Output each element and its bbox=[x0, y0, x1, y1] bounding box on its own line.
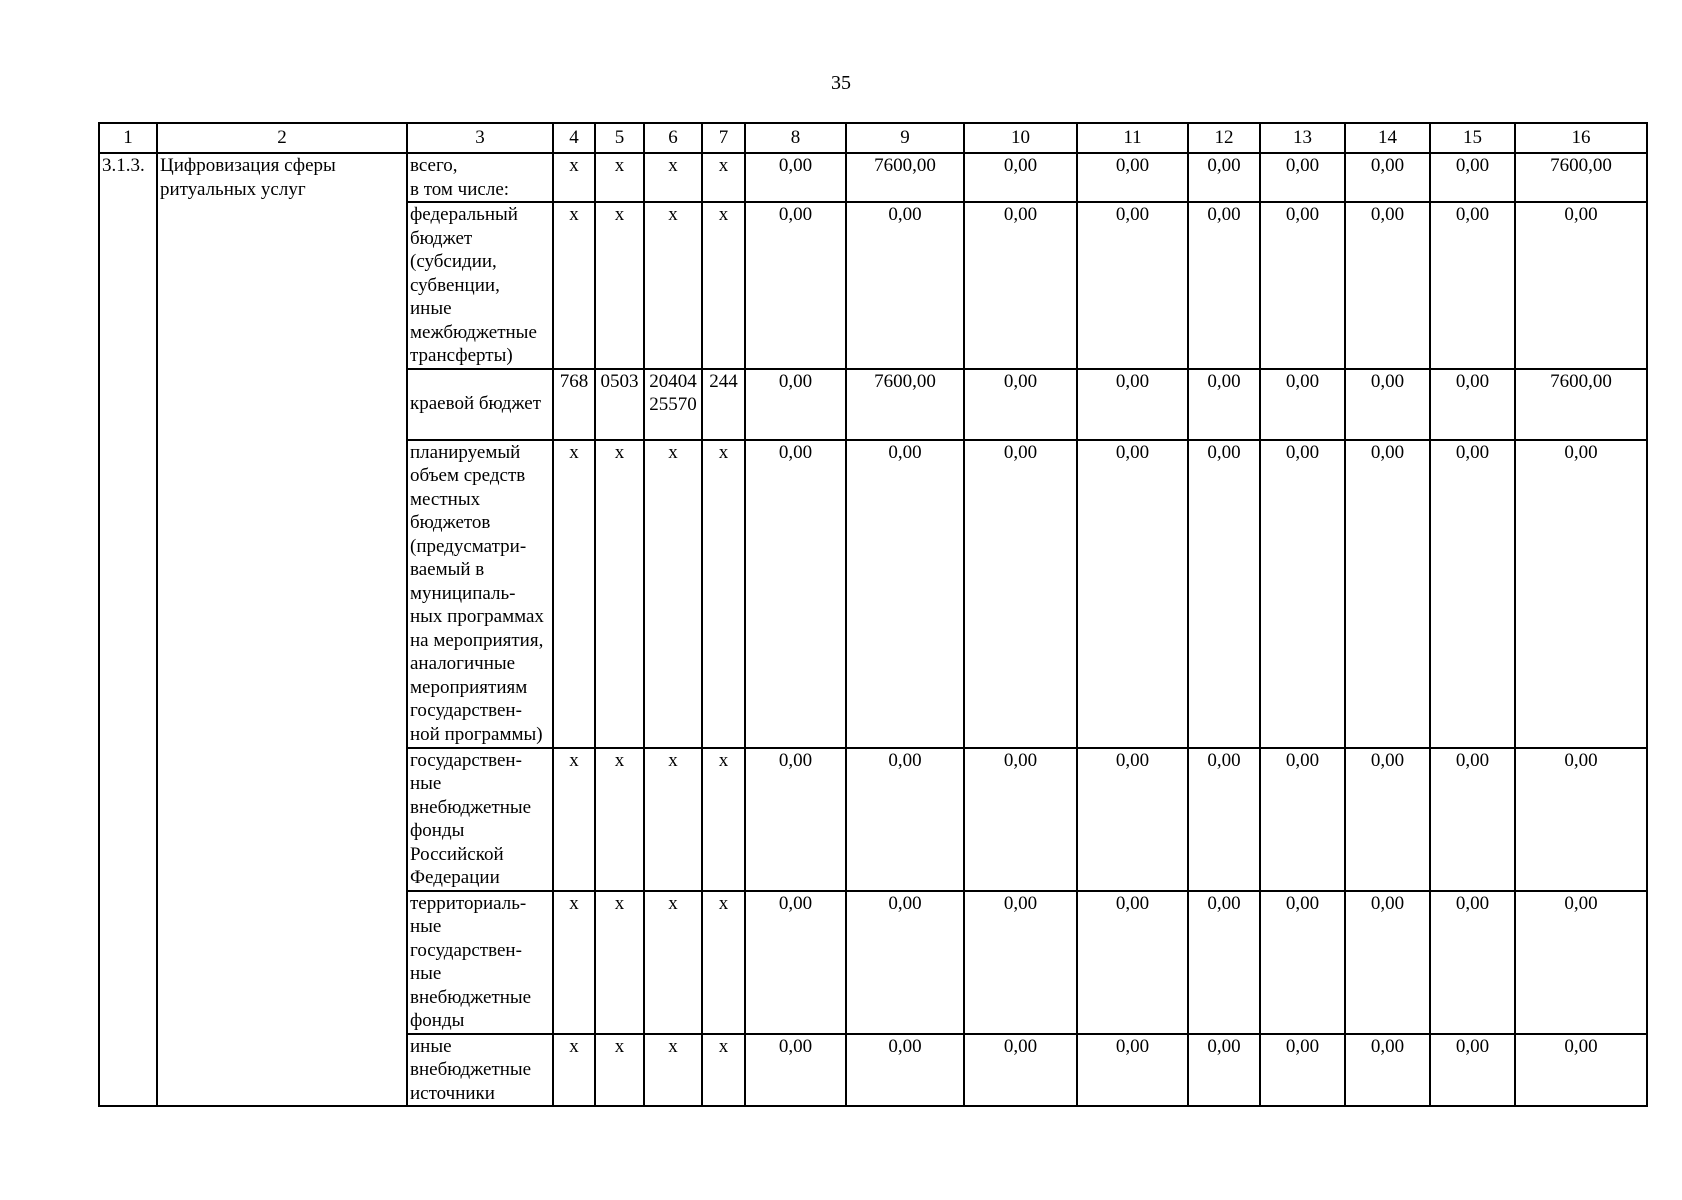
funding-source: иные внебюджетные источники bbox=[407, 1034, 553, 1107]
value-cell: 0,00 bbox=[1260, 369, 1345, 440]
value-cell: 0,00 bbox=[1430, 369, 1515, 440]
value-cell: 0,00 bbox=[1077, 202, 1188, 369]
value-cell: 0,00 bbox=[1260, 440, 1345, 748]
column-number: 14 bbox=[1345, 123, 1430, 153]
value-cell: 0,00 bbox=[1345, 748, 1430, 891]
code-cell: х bbox=[595, 440, 644, 748]
value-cell: 0,00 bbox=[1260, 153, 1345, 202]
value-cell: 0,00 bbox=[846, 202, 964, 369]
value-cell: 0,00 bbox=[745, 891, 846, 1034]
value-cell: 0,00 bbox=[846, 748, 964, 891]
column-number: 9 bbox=[846, 123, 964, 153]
code-cell: х bbox=[644, 748, 702, 891]
value-cell: 0,00 bbox=[1077, 153, 1188, 202]
funding-source: территориаль- ные государствен- ные внебюджетные фонды bbox=[407, 891, 553, 1034]
value-cell: 0,00 bbox=[964, 153, 1077, 202]
value-cell: 0,00 bbox=[1188, 369, 1260, 440]
value-cell: 0,00 bbox=[1188, 440, 1260, 748]
value-cell: 0,00 bbox=[846, 1034, 964, 1107]
code-cell: х bbox=[553, 153, 595, 202]
value-cell: 0,00 bbox=[745, 153, 846, 202]
funding-source: всего, в том числе: bbox=[407, 153, 553, 202]
code-cell: 244 bbox=[702, 369, 745, 440]
funding-source: краевой бюджет bbox=[407, 369, 553, 440]
value-cell: 0,00 bbox=[1260, 891, 1345, 1034]
column-number: 16 bbox=[1515, 123, 1647, 153]
value-cell: 0,00 bbox=[1345, 369, 1430, 440]
value-cell: 0,00 bbox=[1430, 1034, 1515, 1107]
column-number: 2 bbox=[157, 123, 407, 153]
code-cell: 768 bbox=[553, 369, 595, 440]
value-cell: 0,00 bbox=[1077, 440, 1188, 748]
value-cell: 0,00 bbox=[964, 440, 1077, 748]
budget-table bbox=[98, 122, 1648, 1107]
value-cell: 0,00 bbox=[1430, 440, 1515, 748]
value-cell: 0,00 bbox=[1260, 748, 1345, 891]
table-row bbox=[99, 153, 1647, 202]
value-cell: 0,00 bbox=[1260, 1034, 1345, 1107]
code-cell: х bbox=[595, 153, 644, 202]
code-cell: х bbox=[644, 202, 702, 369]
column-number: 12 bbox=[1188, 123, 1260, 153]
funding-source: планируемый объем средств местных бюджетов (предусматри- ваемый в муниципаль- ных программах на мероприятия, аналогичные мероприятиям государствен- ной программы) bbox=[407, 440, 553, 748]
value-cell: 0,00 bbox=[1515, 891, 1647, 1034]
column-number: 10 bbox=[964, 123, 1077, 153]
code-cell: х bbox=[644, 440, 702, 748]
code-cell: х bbox=[595, 891, 644, 1034]
value-cell: 0,00 bbox=[1077, 1034, 1188, 1107]
value-cell: 0,00 bbox=[846, 440, 964, 748]
code-cell: х bbox=[595, 202, 644, 369]
value-cell: 0,00 bbox=[1515, 440, 1647, 748]
column-number: 5 bbox=[595, 123, 644, 153]
code-cell: х bbox=[595, 748, 644, 891]
value-cell: 7600,00 bbox=[846, 369, 964, 440]
value-cell: 0,00 bbox=[1430, 748, 1515, 891]
code-cell: х bbox=[553, 1034, 595, 1107]
value-cell: 0,00 bbox=[846, 891, 964, 1034]
value-cell: 0,00 bbox=[964, 748, 1077, 891]
item-number: 3.1.3. bbox=[99, 153, 157, 1106]
code-cell: х bbox=[644, 153, 702, 202]
value-cell: 0,00 bbox=[964, 369, 1077, 440]
code-cell: х bbox=[553, 440, 595, 748]
value-cell: 0,00 bbox=[1188, 153, 1260, 202]
code-cell: х bbox=[553, 202, 595, 369]
column-number: 8 bbox=[745, 123, 846, 153]
value-cell: 0,00 bbox=[1345, 202, 1430, 369]
column-number: 15 bbox=[1430, 123, 1515, 153]
value-cell: 0,00 bbox=[745, 369, 846, 440]
value-cell: 0,00 bbox=[1345, 1034, 1430, 1107]
code-cell: 0503 bbox=[595, 369, 644, 440]
code-cell: х bbox=[553, 891, 595, 1034]
value-cell: 7600,00 bbox=[1515, 369, 1647, 440]
column-number: 1 bbox=[99, 123, 157, 153]
value-cell: 0,00 bbox=[1188, 891, 1260, 1034]
column-number: 4 bbox=[553, 123, 595, 153]
column-number: 6 bbox=[644, 123, 702, 153]
value-cell: 0,00 bbox=[745, 1034, 846, 1107]
funding-source: федеральный бюджет (субсидии, субвенции, иные межбюджетные трансферты) bbox=[407, 202, 553, 369]
value-cell: 0,00 bbox=[1077, 891, 1188, 1034]
value-cell: 0,00 bbox=[1260, 202, 1345, 369]
value-cell: 0,00 bbox=[1077, 369, 1188, 440]
value-cell: 0,00 bbox=[1188, 1034, 1260, 1107]
code-cell: х bbox=[644, 891, 702, 1034]
value-cell: 0,00 bbox=[1188, 748, 1260, 891]
code-cell: х bbox=[553, 748, 595, 891]
funding-source: государствен- ные внебюджетные фонды Российской Федерации bbox=[407, 748, 553, 891]
code-cell: 20404 25570 bbox=[644, 369, 702, 440]
value-cell: 0,00 bbox=[964, 891, 1077, 1034]
code-cell: х bbox=[702, 748, 745, 891]
value-cell: 0,00 bbox=[745, 748, 846, 891]
value-cell: 0,00 bbox=[1345, 153, 1430, 202]
value-cell: 0,00 bbox=[1430, 202, 1515, 369]
column-number-row bbox=[99, 123, 1647, 153]
column-number: 13 bbox=[1260, 123, 1345, 153]
value-cell: 0,00 bbox=[1345, 440, 1430, 748]
column-number: 11 bbox=[1077, 123, 1188, 153]
code-cell: х bbox=[702, 440, 745, 748]
value-cell: 0,00 bbox=[745, 202, 846, 369]
column-number: 7 bbox=[702, 123, 745, 153]
code-cell: х bbox=[702, 202, 745, 369]
value-cell: 7600,00 bbox=[846, 153, 964, 202]
value-cell: 0,00 bbox=[1077, 748, 1188, 891]
value-cell: 0,00 bbox=[1188, 202, 1260, 369]
value-cell: 0,00 bbox=[745, 440, 846, 748]
code-cell: х bbox=[595, 1034, 644, 1107]
page-number: 35 bbox=[831, 72, 851, 94]
value-cell: 0,00 bbox=[1515, 748, 1647, 891]
code-cell: х bbox=[702, 891, 745, 1034]
value-cell: 0,00 bbox=[1515, 1034, 1647, 1107]
code-cell: х bbox=[702, 1034, 745, 1107]
value-cell: 7600,00 bbox=[1515, 153, 1647, 202]
value-cell: 0,00 bbox=[1515, 202, 1647, 369]
value-cell: 0,00 bbox=[1430, 153, 1515, 202]
code-cell: х bbox=[644, 1034, 702, 1107]
column-number: 3 bbox=[407, 123, 553, 153]
value-cell: 0,00 bbox=[1345, 891, 1430, 1034]
value-cell: 0,00 bbox=[964, 1034, 1077, 1107]
value-cell: 0,00 bbox=[1430, 891, 1515, 1034]
code-cell: х bbox=[702, 153, 745, 202]
value-cell: 0,00 bbox=[964, 202, 1077, 369]
item-name: Цифровизация сферы ритуальных услуг bbox=[157, 153, 407, 1106]
